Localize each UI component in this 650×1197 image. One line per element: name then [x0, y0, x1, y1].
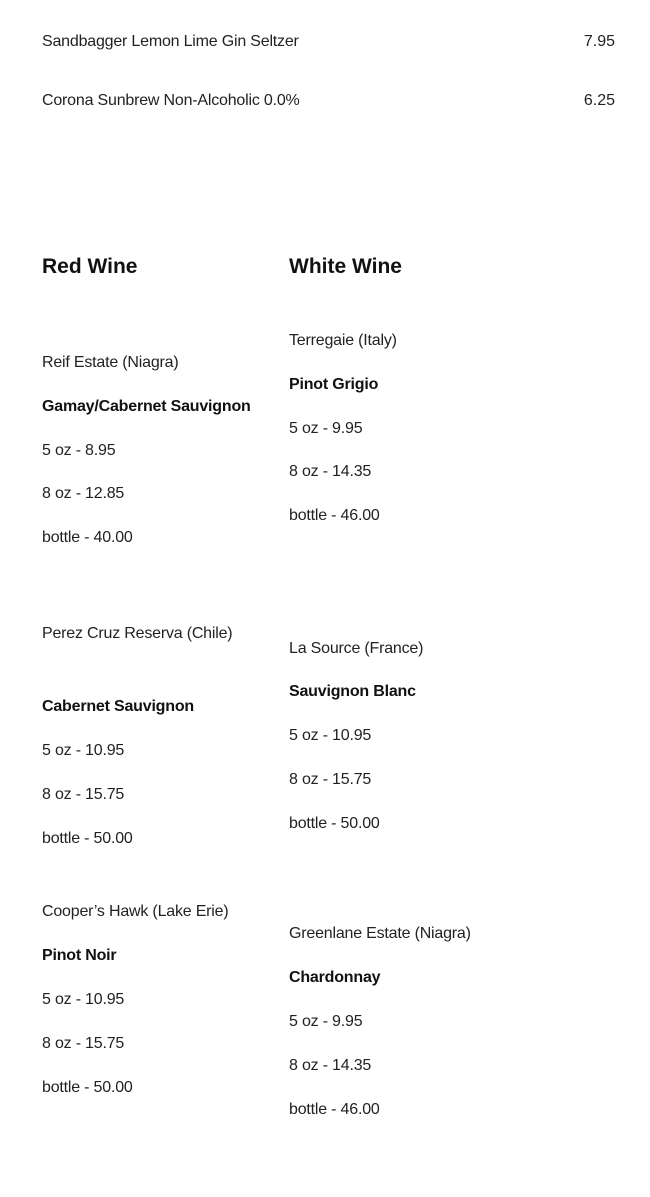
wine-producer: La Source (France)	[289, 640, 424, 657]
wine-variety: Gamay/Cabernet Sauvignon	[42, 398, 251, 415]
wine-producer: Terregaie (Italy)	[289, 332, 397, 349]
price-8oz: 8 oz - 15.75	[42, 1035, 125, 1052]
price-bottle: bottle - 50.00	[289, 815, 380, 832]
price-8oz: 8 oz - 12.85	[42, 485, 125, 502]
price-5oz: 5 oz - 10.95	[42, 991, 125, 1008]
price-5oz: 5 oz - 10.95	[42, 742, 125, 759]
wine-producer: Perez Cruz Reserva (Chile)	[42, 625, 233, 642]
price-8oz: 8 oz - 14.35	[289, 1057, 372, 1074]
wine-producer: Reif Estate (Niagra)	[42, 354, 179, 371]
price-5oz: 5 oz - 9.95	[289, 420, 363, 437]
wine-variety: Sauvignon Blanc	[289, 683, 416, 700]
wine-variety: Cabernet Sauvignon	[42, 698, 194, 715]
price-bottle: bottle - 50.00	[42, 1079, 133, 1096]
wine-producer: Greenlane Estate (Niagra)	[289, 925, 471, 942]
price-5oz: 5 oz - 10.95	[289, 727, 372, 744]
drink-name: Sandbagger Lemon Lime Gin Seltzer	[42, 33, 299, 50]
wine-variety: Pinot Grigio	[289, 376, 379, 393]
price-5oz: 5 oz - 9.95	[289, 1013, 363, 1030]
price-8oz: 8 oz - 15.75	[42, 786, 125, 803]
price-bottle: bottle - 50.00	[42, 830, 133, 847]
price-5oz: 5 oz - 8.95	[42, 442, 116, 459]
wine-producer: Cooper’s Hawk (Lake Erie)	[42, 903, 229, 920]
price-8oz: 8 oz - 15.75	[289, 771, 372, 788]
wine-variety: Chardonnay	[289, 969, 381, 986]
drink-price: 7.95	[583, 33, 615, 50]
wine-variety: Pinot Noir	[42, 947, 117, 964]
price-bottle: bottle - 46.00	[289, 1101, 380, 1118]
price-bottle: bottle - 40.00	[42, 529, 133, 546]
drink-name: Corona Sunbrew Non-Alcoholic 0.0%	[42, 92, 300, 109]
price-8oz: 8 oz - 14.35	[289, 463, 372, 480]
white-wine-heading: White Wine	[289, 255, 402, 278]
drink-price: 6.25	[583, 92, 615, 109]
red-wine-heading: Red Wine	[42, 255, 138, 278]
price-bottle: bottle - 46.00	[289, 507, 380, 524]
